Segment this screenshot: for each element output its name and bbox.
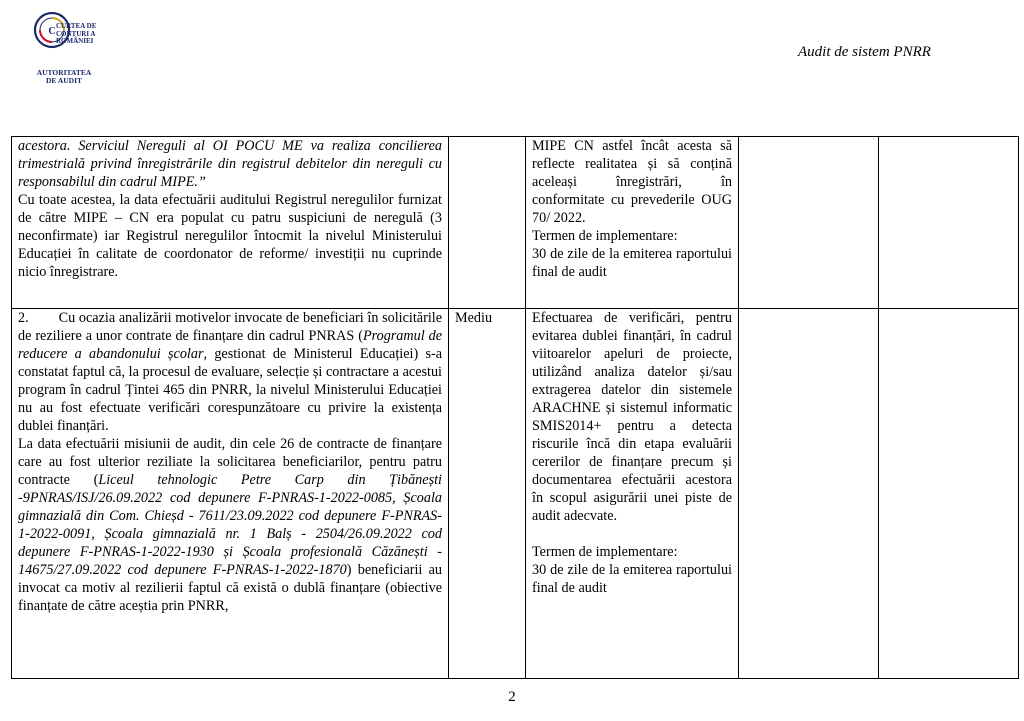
finding-cell — [12, 137, 449, 309]
table-row — [12, 309, 1019, 679]
recommendation-text: MIPE CN astfel încât acesta să reflecte realitatea și să conțină aceleași înregistrări, în conformitate cu prevederile OUG 70/ 2022. — [532, 138, 732, 226]
empty-cell — [879, 309, 1019, 679]
risk-level-cell: Mediu — [449, 309, 526, 679]
svg-text:C: C — [48, 26, 56, 37]
empty-cell — [739, 137, 879, 309]
finding-number: 2. — [18, 310, 29, 326]
recommendation-text: Efectuarea de verificări, pentru evitarea dublei finanțări, în cadrul viitoarelor apeluri de proiecte, utilizând analiza datelor și/sau extragerea datelor din sistemele ARACHNE și sistemul informatic SMIS2014+ pentru a detecta riscurile încă din etapa evaluării cererilor de finanțare precum și documentarea efectuării acestora în scopul asigurării unei piste de audit adecvate. — [532, 310, 732, 524]
findings-table — [11, 136, 1019, 679]
document-header-title: Audit de sistem PNRR — [798, 44, 931, 60]
deadline-value: 30 de zile de la emiterea raportului final de audit — [532, 246, 732, 280]
deadline-label: Termen de implementare: — [532, 544, 678, 560]
logo-institution-name: CURTEA DE CONTURI A ROMÂNIEI — [56, 22, 97, 45]
deadline-value: 30 de zile de la emiterea raportului final de audit — [532, 562, 732, 596]
recommendation-cell — [526, 309, 739, 679]
empty-cell — [879, 137, 1019, 309]
finding-cell — [12, 309, 449, 679]
finding-italic-quote: acestora. Serviciul Nereguli al OI POCU ME va realiza concilierea trimestrială privind înregistrările din registrul debitelor din nereguli cu responsabilul din cadrul MIPE.” — [18, 138, 442, 190]
page-number: 2 — [508, 689, 516, 705]
empty-cell — [739, 309, 879, 679]
deadline-label: Termen de implementare: — [532, 228, 678, 244]
finding-paragraph: La data efectuării misiunii de audit, din cele 26 de contracte de finanțare care au fost ulterior reziliate la solicitarea beneficiarilor, pentru patru contracte (Liceul tehnologic Petre Carp din Țibănești -9PNRAS/ISJ/26.09.2022 cod depunere F-PNRAS-1-2022-0085, Școala gimnazială din Com. Chieșd - 7611/23.09.2022 cod depunere F-PNRAS-1-2022-0091, Școala gimnazială nr. 1 Balș - 2504/26.09.2022 cod depunere F-PNRAS-1-2022-1930 și Școala profesională Căzănești - 14675/27.09.2022 cod depunere F-PNRAS-1-2022-1870) beneficiarii au invocat ca motiv al rezilierii faptul că există o dublă finanțare (obiective finanțate de către aceștia prin PNRR, — [18, 436, 442, 614]
finding-paragraph: Cu toate acestea, la data efectuării auditului Registrul neregulilor furnizat de către MIPE – CN era populat cu patru suspiciuni de neregulă (3 neconfirmate) iar Registrul neregulilor întocmit la nivelul Ministerului Educației în calitate de coordonator de reforme/ investiții nu cuprinde nicio înregistrare. — [18, 192, 442, 280]
recommendation-cell — [526, 137, 739, 309]
logo-authority-name: AUTORITATEA DE AUDIT — [36, 68, 92, 85]
risk-level-cell — [449, 137, 526, 309]
table-row — [12, 137, 1019, 309]
finding-paragraph: 2. Cu ocazia analizării motivelor invocate de beneficiari în solicitările de reziliere a unor contrate de finanțare din cadrul PNRAS (Programul de reducere a abandonului școlar, gestionat de Ministerul Educației) s-a constatat faptul că, la procesul de evaluare, selecție și contractare a acestui program în cadrul Țintei 465 din PNRR, la nivelul Ministerului Educației nu au fost efectuate verificări corespunzătoare cu privire la existența dublei finanțări. — [18, 310, 442, 434]
